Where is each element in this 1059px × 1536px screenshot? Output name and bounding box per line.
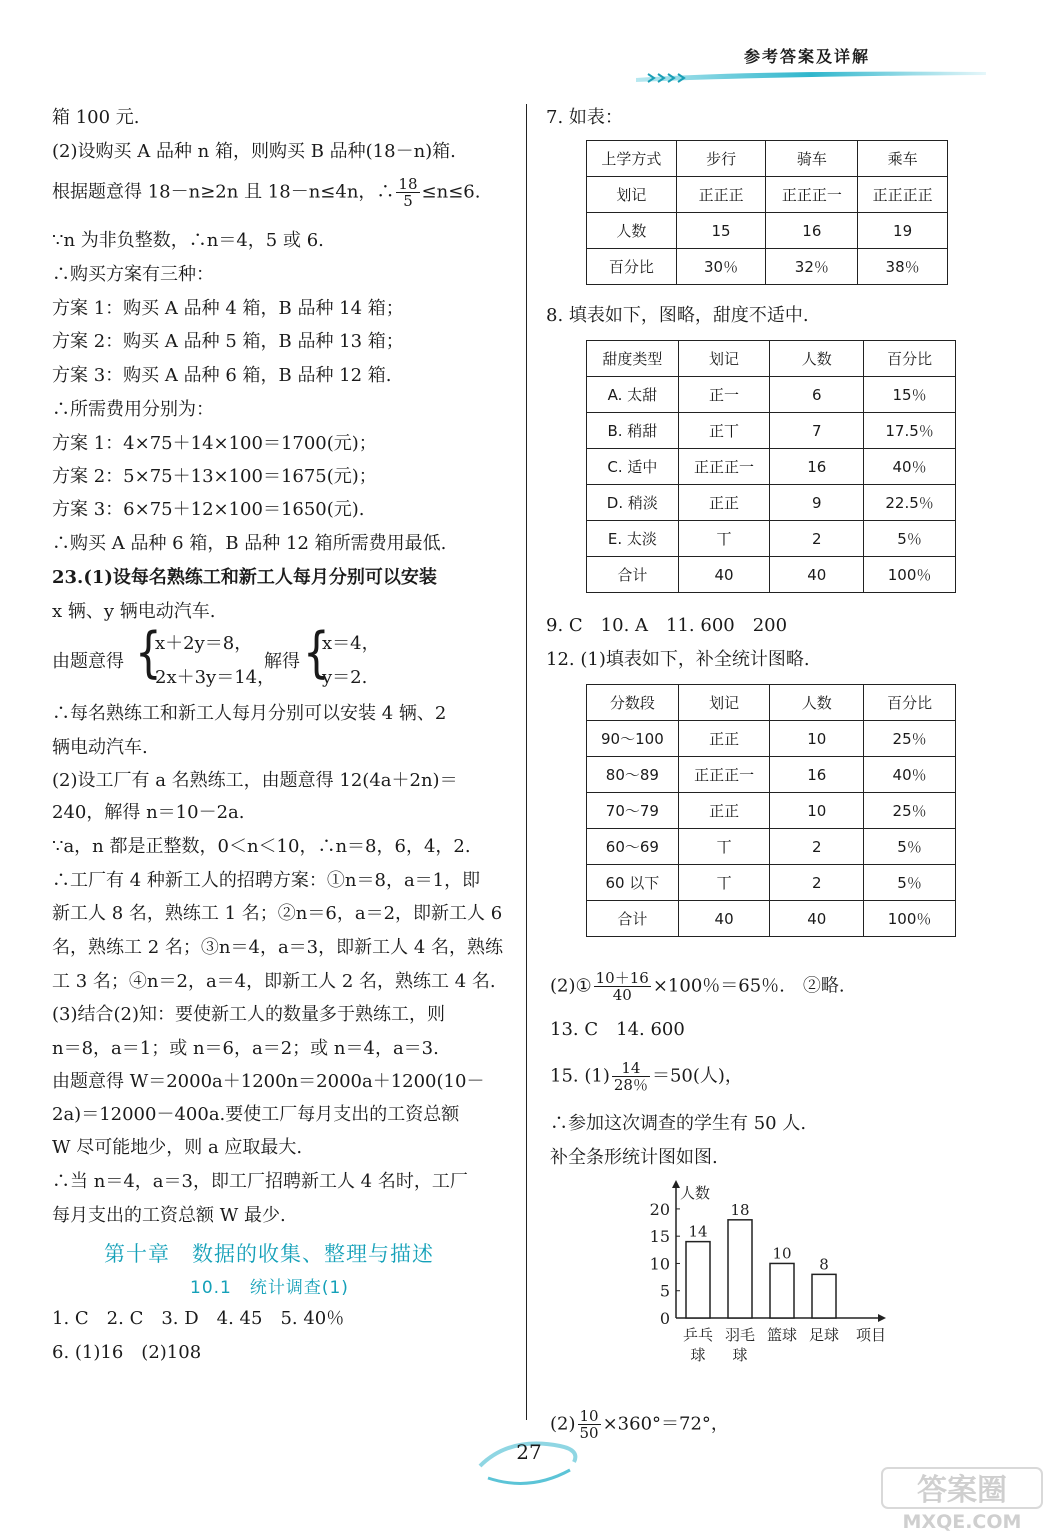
text-line: 箱 100 元. <box>52 107 140 128</box>
table-cell: 正正 <box>678 721 770 757</box>
text-line: W 尽可能地少，则 a 应取最大. <box>52 1137 303 1158</box>
text-line: 方案 2：购买 A 品种 5 箱，B 品种 13 箱； <box>52 331 404 352</box>
page-number: 27 <box>516 1440 542 1464</box>
equation: x＋2y＝8， <box>155 633 253 654</box>
y-tick-label: 0 <box>659 1309 670 1328</box>
question-12-part2: (2)① $\frac{10+16}{40}$ ×100％＝65％. ②略. <box>550 969 845 1004</box>
table-cell: 正正 <box>678 793 770 829</box>
y-tick-label: 15 <box>649 1227 670 1247</box>
text-line: (3)结合(2)知：要使新工人的数量多于熟练工，则 <box>52 1004 445 1025</box>
table-cell: C. 适中 <box>587 449 679 485</box>
text-line: x 辆、y 辆电动汽车. <box>52 601 216 622</box>
table-cell: 90～100 <box>587 721 679 757</box>
table-cell: 5％ <box>864 865 956 901</box>
fraction: $\frac{18}{5}$ <box>398 175 418 210</box>
text-line: ∴每名熟练工和新工人每月分别可以安装 4 辆、2 <box>52 703 447 724</box>
table-cell: 16 <box>770 757 864 793</box>
watermark-logo <box>880 1466 1050 1532</box>
table-cell: 15％ <box>864 377 956 413</box>
table-cell: 38％ <box>858 249 948 285</box>
table-row <box>587 757 956 793</box>
table-q12 <box>586 684 956 937</box>
brace-left: { <box>135 620 162 685</box>
table-row <box>587 521 956 557</box>
answer-line: 9. C 10. A 11. 600 200 <box>546 615 788 636</box>
text-line: (2)设购买 A 品种 n 箱，则购买 B 品种(18－n)箱. <box>52 141 456 162</box>
svg-text:答案圈: 答案圈 <box>917 1473 1007 1508</box>
table-cell: 骑车 <box>766 141 858 177</box>
table-cell: 划记 <box>587 177 677 213</box>
table-cell: 40 <box>678 557 770 593</box>
text-line: 2a)＝12000－400a.要使工厂每月支出的工资总额 <box>52 1104 460 1125</box>
table-cell: 百分比 <box>864 341 956 377</box>
table-cell: 乘车 <box>858 141 948 177</box>
equation: y＝2. <box>322 667 368 688</box>
text-line: 方案 1：购买 A 品种 4 箱，B 品种 14 箱； <box>52 298 404 319</box>
table-cell: 40％ <box>864 449 956 485</box>
table-cell: 步行 <box>676 141 766 177</box>
table-row <box>587 829 956 865</box>
category-label: 乒乓 <box>682 1326 714 1344</box>
table-row <box>587 377 956 413</box>
text-line: 方案 3：6×75＋12×100＝1650(元). <box>52 499 365 520</box>
table-cell: 40％ <box>864 757 956 793</box>
table-cell: 丅 <box>678 521 770 557</box>
text-line: 补全条形统计图如图. <box>550 1147 718 1168</box>
y-tick-label: 5 <box>659 1281 670 1301</box>
text-line: ∴购买方案有三种： <box>52 264 214 285</box>
table-cell: 人数 <box>587 213 677 249</box>
category-label: 足球 <box>808 1326 840 1344</box>
column-divider <box>526 104 527 1420</box>
text-line: 每月支出的工资总额 W 最少. <box>52 1205 286 1226</box>
table-cell: 5％ <box>864 829 956 865</box>
text-line: n＝8，a＝1；或 n＝6，a＝2；或 n＝4，a＝3. <box>52 1038 439 1059</box>
table-cell: 2 <box>770 865 864 901</box>
equation: x＝4， <box>322 633 380 654</box>
system-mid: 解得 <box>264 651 300 672</box>
table-q7 <box>586 140 948 285</box>
fraction: $\frac{10+16}{40}$ <box>595 969 649 1004</box>
equation: 2x＋3y＝14， <box>155 667 276 688</box>
table-cell: 人数 <box>770 341 864 377</box>
table-row <box>587 341 956 377</box>
table-cell: 100％ <box>864 901 956 937</box>
category-label: 球 <box>690 1346 706 1364</box>
table-cell: 合计 <box>587 901 679 937</box>
y-tick-label: 20 <box>649 1199 670 1219</box>
fraction: $\frac{10}{50}$ <box>579 1407 599 1442</box>
answer-line: 6. (1)16 (2)108 <box>52 1342 202 1363</box>
table-cell: 划记 <box>678 341 770 377</box>
data-label: 8 <box>819 1255 829 1274</box>
table-cell: 19 <box>858 213 948 249</box>
table-cell: 60～69 <box>587 829 679 865</box>
table-cell: 10 <box>770 721 864 757</box>
chapter-title: 第十章 数据的收集、整理与描述 <box>104 1242 434 1266</box>
table-cell: 分数段 <box>587 685 679 721</box>
table-row <box>587 865 956 901</box>
table-cell: 2 <box>770 829 864 865</box>
table-cell: 25％ <box>864 793 956 829</box>
table-cell: B. 稍甜 <box>587 413 679 449</box>
text-line: ∵n 为非负整数，∴n＝4，5 或 6. <box>52 230 324 251</box>
bar <box>812 1274 836 1318</box>
category-label: 篮球 <box>766 1326 798 1344</box>
y-tick-label: 10 <box>649 1254 670 1274</box>
svg-text:MXQE.COM: MXQE.COM <box>902 1511 1022 1532</box>
table-cell: 30％ <box>676 249 766 285</box>
table-cell: 80～89 <box>587 757 679 793</box>
table-cell: 正正正一 <box>678 757 770 793</box>
table-row <box>587 213 948 249</box>
brace-right: { <box>303 620 330 685</box>
data-label: 18 <box>730 1200 750 1219</box>
bar <box>728 1220 752 1318</box>
table-row <box>587 141 948 177</box>
question-7: 7. 如表： <box>546 107 623 128</box>
table-cell: 100％ <box>864 557 956 593</box>
table-cell: 正正正一 <box>766 177 858 213</box>
text-line: 方案 3：购买 A 品种 6 箱，B 品种 12 箱. <box>52 365 392 386</box>
answer-line: 13. C 14. 600 <box>550 1019 685 1040</box>
category-label: 羽毛 <box>724 1326 756 1344</box>
text-line: 由题意得 W＝2000a＋1200n＝2000a＋1200(10－ <box>52 1071 485 1092</box>
text-line: 23.(1)设每名熟练工和新工人每月分别可以安装 <box>52 567 437 588</box>
answer-line: 1. C 2. C 3. D 4. 45 5. 40％ <box>52 1308 345 1329</box>
question-15: 15. (1) $\frac{14}{28\%}$ ＝50(人)， <box>550 1059 743 1094</box>
text-line: 名，熟练工 2 名；③n＝4，a＝3，即新工人 4 名，熟练 <box>52 937 504 958</box>
table-cell: 正一 <box>678 377 770 413</box>
category-label: 球 <box>732 1346 748 1364</box>
header-decoration-band <box>636 66 996 86</box>
table-cell: 丅 <box>678 865 770 901</box>
table-cell: 70～79 <box>587 793 679 829</box>
table-row <box>587 449 956 485</box>
text-line: ∵a，n 都是正整数，0＜n＜10，∴n＝8，6，4，2. <box>52 836 471 857</box>
table-cell: 40 <box>770 901 864 937</box>
table-row <box>587 249 948 285</box>
y-axis-arrow <box>672 1180 680 1188</box>
text-line: 240，解得 n＝10－2a. <box>52 802 245 823</box>
text-line: ∴工厂有 4 种新工人的招聘方案：①n＝8，a＝1，即 <box>52 870 481 891</box>
x-axis-arrow <box>878 1314 886 1322</box>
fraction: $\frac{14}{28\%}$ <box>613 1059 648 1094</box>
table-cell: 7 <box>770 413 864 449</box>
system-prefix: 由题意得 <box>52 651 124 672</box>
table-cell: 百分比 <box>864 685 956 721</box>
table-cell: 9 <box>770 485 864 521</box>
text-line: 工 3 名；④n＝2，a＝4，即新工人 2 名，熟练工 4 名. <box>52 971 496 992</box>
table-row <box>587 557 956 593</box>
table-cell: 丅 <box>678 829 770 865</box>
x-axis-label: 项目 <box>856 1326 887 1344</box>
table-cell: D. 稍淡 <box>587 485 679 521</box>
table-cell: 22.5％ <box>864 485 956 521</box>
text-line: 方案 2：5×75＋13×100＝1675(元)； <box>52 466 377 487</box>
table-row <box>587 413 956 449</box>
table-cell: 正丅 <box>678 413 770 449</box>
text-line: (2)设工厂有 a 名熟练工，由题意得 12(4a＋2n)＝ <box>52 770 458 791</box>
table-cell: 人数 <box>770 685 864 721</box>
y-axis-label: 人数 <box>680 1184 711 1202</box>
table-cell: E. 太淡 <box>587 521 679 557</box>
table-q8 <box>586 340 956 593</box>
text-line: ∴所需费用分别为： <box>52 399 214 420</box>
table-cell: 15 <box>676 213 766 249</box>
table-row <box>587 685 956 721</box>
text-line: ∴参加这次调查的学生有 50 人. <box>550 1113 807 1134</box>
table-cell: 60 以下 <box>587 865 679 901</box>
table-cell: 百分比 <box>587 249 677 285</box>
table-cell: 32％ <box>766 249 858 285</box>
table-cell: 正正 <box>678 485 770 521</box>
question-12: 12. (1)填表如下，补全统计图略. <box>546 649 810 670</box>
table-cell: 6 <box>770 377 864 413</box>
table-row <box>587 721 956 757</box>
table-cell: 40 <box>678 901 770 937</box>
bar-chart <box>640 1178 910 1368</box>
table-row <box>587 485 956 521</box>
table-cell: 40 <box>770 557 864 593</box>
bar <box>686 1242 710 1318</box>
data-label: 10 <box>772 1244 792 1263</box>
text-line: ∴购买 A 品种 6 箱，B 品种 12 箱所需费用最低. <box>52 533 447 554</box>
table-cell: 上学方式 <box>587 141 677 177</box>
text-line: 辆电动汽车. <box>52 737 148 758</box>
table-cell: 2 <box>770 521 864 557</box>
table-cell: 正正正一 <box>678 449 770 485</box>
table-cell: 10 <box>770 793 864 829</box>
table-cell: A. 太甜 <box>587 377 679 413</box>
table-cell: 16 <box>770 449 864 485</box>
table-cell: 25％ <box>864 721 956 757</box>
table-cell: 划记 <box>678 685 770 721</box>
table-cell: 甜度类型 <box>587 341 679 377</box>
section-title: 10.1 统计调查(1) <box>190 1278 349 1298</box>
table-row <box>587 177 948 213</box>
table-cell: 正正正正 <box>858 177 948 213</box>
table-cell: 合计 <box>587 557 679 593</box>
table-row <box>587 793 956 829</box>
bar <box>770 1263 794 1318</box>
inequality-line: 根据题意得 18－n≥2n 且 18－n≤4n，∴ $\frac{18}{5}$ ≤n≤6. <box>52 175 481 210</box>
question-15-part2: (2) $\frac{10}{50}$ ×360°＝72°， <box>550 1407 729 1442</box>
text-line: 方案 1：4×75＋14×100＝1700(元)； <box>52 433 377 454</box>
text-line: 新工人 8 名，熟练工 1 名；②n＝6，a＝2，即新工人 6 <box>52 903 503 924</box>
running-header: 参考答案及详解 <box>744 47 871 66</box>
question-8: 8. 填表如下，图略，甜度不适中. <box>546 305 809 326</box>
table-cell: 正正正 <box>676 177 766 213</box>
data-label: 14 <box>688 1222 708 1241</box>
table-cell: 5％ <box>864 521 956 557</box>
table-cell: 17.5％ <box>864 413 956 449</box>
table-cell: 16 <box>766 213 858 249</box>
text-line: ∴当 n＝4，a＝3，即工厂招聘新工人 4 名时，工厂 <box>52 1171 468 1192</box>
table-row <box>587 901 956 937</box>
